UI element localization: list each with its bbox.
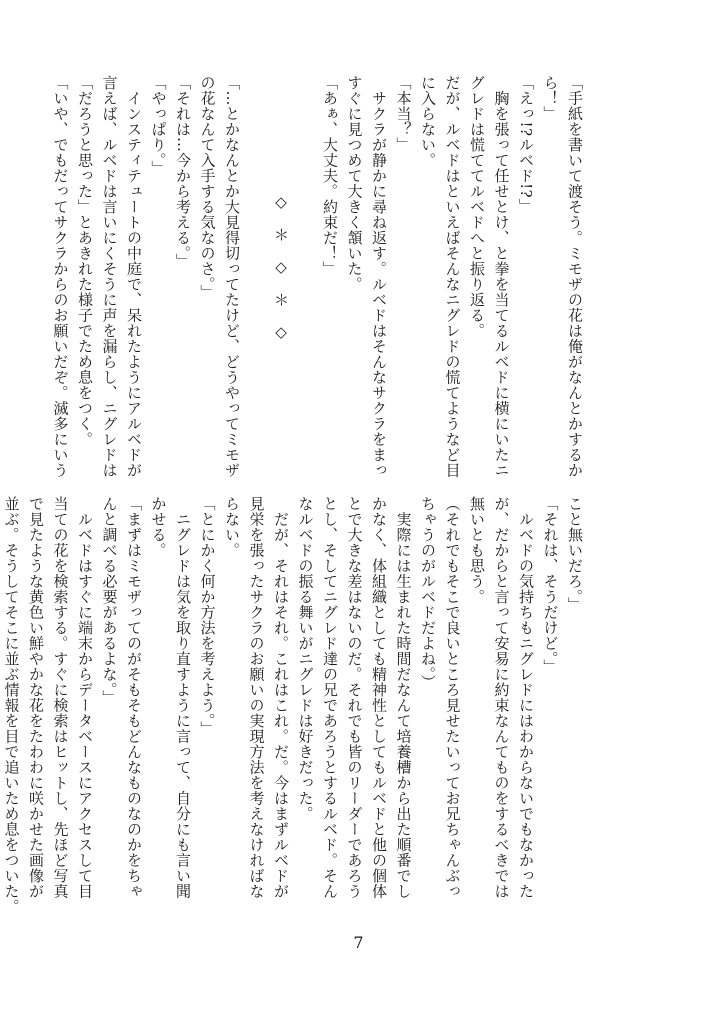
text-column: らない。 (223, 496, 241, 558)
text-column: インスティテュートの中庭で、呆れたようにアルベドが (125, 75, 143, 478)
text-column: 「いや、でもだってサクラからのお願いだぞ。滅多にいう (51, 75, 70, 478)
text-column: 「えっ!?ルベド!?」 (517, 75, 535, 214)
text-column: かせる。 (149, 496, 168, 558)
text-column: すぐに見つめて大きく頷いた。 (345, 75, 364, 292)
text-column: ちゃうのがルベドだよね。） (419, 496, 437, 690)
text-column: かなく、体組織としても精神性としてもルベドと他の個体 (370, 496, 388, 899)
text-column: （それでもそこで良いところ見せたいってお兄ちゃんぶっ (443, 496, 462, 899)
text-column: とし、そしてニグレド達の兄であろうとするルベド。そん (321, 496, 339, 899)
text-column: んと調べる必要があるよな。」 (100, 496, 119, 706)
text-column: だが、それはそれ。これはこれ。だ。今はまずルベドが (272, 496, 290, 899)
text-column: 「だろうと思った」とあきれた様子でため息をつく。 (76, 75, 94, 447)
text-column: とで大きな差はないのだ。それでも皆のリーダーであろう (345, 496, 364, 899)
page-number: 7 (353, 933, 364, 952)
text-column: だが、ルベドはといえばそんなニグレドの慌てようなど目 (443, 75, 462, 478)
text-column: 実際には生まれた時間だなんて培養槽から出た順番でし (394, 496, 413, 899)
text-column: ルベドの気持ちもニグレドにはわからないでもなかった (517, 496, 535, 899)
text-column: グレドは慌ててルベドへと振り返る。 (468, 75, 486, 339)
text-column: 「やっぱり。」 (149, 75, 168, 176)
text-column: ら！」 (541, 75, 560, 122)
text-column: の花なんて入手する気なのさ。」 (198, 75, 217, 300)
text-column: こと無いだろ。」 (566, 496, 584, 613)
text-column: 「それは…今から考える。」 (174, 75, 192, 269)
text-column: なルベドの振る舞いがニグレドは好きだった。 (296, 496, 315, 822)
text-column: ニグレドは気を取り直すように言って、自分にも言い聞 (174, 496, 192, 899)
text-column: サクラが静かに尋ね返す。ルベドはそんなサクラをまっ (370, 75, 388, 478)
lower-text-block (2, 496, 587, 915)
upper-text-block (51, 75, 587, 478)
text-column (293, 75, 318, 460)
text-column: 当ての花を検索する。すぐに検索はヒットし、先ほど写真 (51, 496, 70, 899)
text-column: 見栄を張ったサクラのお願いの実現方法を考えなければな (247, 496, 266, 899)
text-column: 「まずはミモザってのがそもそもどんなものなのかをちゃ (125, 496, 143, 899)
text-column: が、だからと言って安易に約束なんてものをするべきでは (492, 496, 511, 899)
text-column: ルベドはすぐに端末からデータベースにアクセスして目 (76, 496, 94, 899)
text-column: 言えば、ルベドは言いにくそうに声を漏らし、ニグレドは (100, 75, 119, 478)
text-column: 胸を張って任せとけ、と拳を当てるルベドに横にいたニ (492, 75, 511, 478)
text-column: 無いとも思う。 (468, 496, 486, 605)
text-column: 「手紙を書いて渡そう。ミモザの花は俺がなんとかするか (566, 75, 584, 478)
text-column: 「…とかなんとか大見得切ってたけど、どうやってミモザ (223, 75, 241, 478)
text-column: に入らない。 (419, 75, 437, 168)
text-column: ◇ ＊ ◇ ＊ ◇ (272, 193, 290, 342)
text-column: 「それは、そうだけど。」 (541, 496, 560, 675)
text-column: で見たような黄色い鮮やかな花をたわわに咲かせた画像が (27, 496, 45, 899)
text-column (244, 75, 269, 460)
text-column: 「あぁ、大丈夫。約束だ！」 (321, 75, 339, 277)
text-column: 「とにかく何か方法を考えよう。」 (198, 496, 217, 737)
text-column: 「本当？」 (394, 75, 413, 153)
text-column: 並ぶ。そうしてそこに並ぶ情報を目で追いため息をついた。 (2, 496, 21, 915)
